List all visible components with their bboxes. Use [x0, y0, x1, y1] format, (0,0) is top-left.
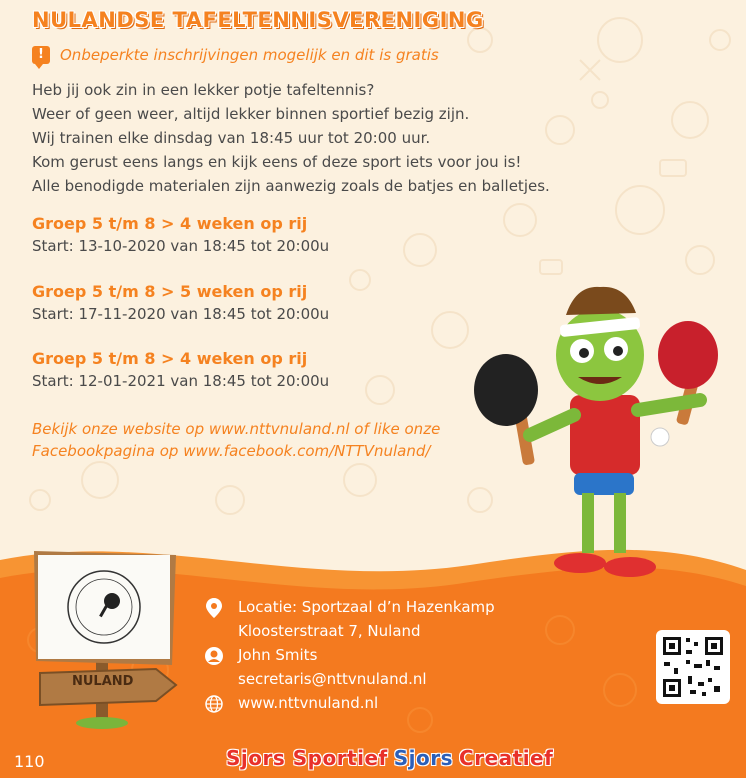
contact-website: [204, 694, 495, 718]
group-title: Groep 5 t/m 8 > 4 weken op rij: [32, 214, 308, 233]
group-start: Start: 17-11-2020 van 18:45 tot 20:00u: [32, 305, 330, 323]
group-start: Start: 12-01-2021 van 18:45 tot 20:00u: [32, 372, 330, 390]
page-number: 110: [14, 752, 45, 771]
contact-person-name: John Smits: [238, 646, 318, 664]
group-title: Groep 5 t/m 8 > 4 weken op rij: [32, 349, 308, 368]
sign-label: NULAND: [72, 674, 134, 689]
links-line[interactable]: Bekijk onze website op www.nttvnuland.nl of like onze: [32, 420, 441, 438]
notice: [32, 46, 439, 64]
intro-line: Alle benodigde materialen zijn aanwezig zoals de batjes en balletjes.: [32, 177, 550, 195]
contact-email: [204, 670, 495, 694]
qr-code-pattern: [656, 630, 730, 704]
ping-pong-character: [470, 285, 740, 595]
group-start: Start: 13-10-2020 van 18:45 tot 20:00u: [32, 237, 330, 255]
contact-info: [204, 598, 495, 718]
brand-creatief: Creatief: [459, 746, 554, 770]
location-line1: Locatie: Sportzaal d’n Hazenkamp: [238, 598, 495, 616]
contact-email-text[interactable]: secretaris@nttvnuland.nl: [238, 670, 427, 688]
brand-footer: [226, 746, 553, 770]
brand-sjors-sportief: Sjors Sportief: [226, 746, 388, 770]
contact-person: [204, 646, 495, 670]
location-line2: Kloosterstraat 7, Nuland: [238, 622, 421, 640]
group-title: Groep 5 t/m 8 > 5 weken op rij: [32, 282, 308, 301]
intro-line: Weer of geen weer, altijd lekker binnen sportief bezig zijn.: [32, 105, 470, 123]
intro-line: Kom gerust eens langs en kijk eens of deze sport iets voor jou is!: [32, 153, 522, 171]
notice-text: Onbeperkte inschrijvingen mogelijk en dit is gratis: [60, 46, 439, 64]
group-block: [32, 281, 329, 325]
page-title: NULANDSE TAFELTENNISVERENIGING: [32, 8, 484, 32]
brand-sjors: Sjors: [393, 746, 454, 770]
intro-text: [32, 78, 592, 198]
intro-line: Wij trainen elke dinsdag van 18:45 uur tot 20:00 uur.: [32, 129, 431, 147]
intro-line: Heb jij ook zin in een lekker potje tafeltennis?: [32, 81, 375, 99]
contact-website-text[interactable]: www.nttvnuland.nl: [238, 694, 379, 712]
contact-location: [204, 598, 495, 622]
group-block: [32, 348, 329, 392]
globe-icon: [204, 694, 224, 714]
group-block: [32, 213, 329, 257]
links-text: [32, 418, 440, 462]
exclamation-icon: !: [32, 46, 50, 64]
person-icon: [204, 646, 224, 666]
contact-address: [204, 622, 495, 646]
qr-code: [656, 630, 730, 704]
location-pin-icon: [204, 598, 224, 618]
links-line[interactable]: Facebookpagina op www.facebook.com/NTTVnuland/: [32, 442, 431, 460]
signpost-logo: [30, 545, 190, 730]
